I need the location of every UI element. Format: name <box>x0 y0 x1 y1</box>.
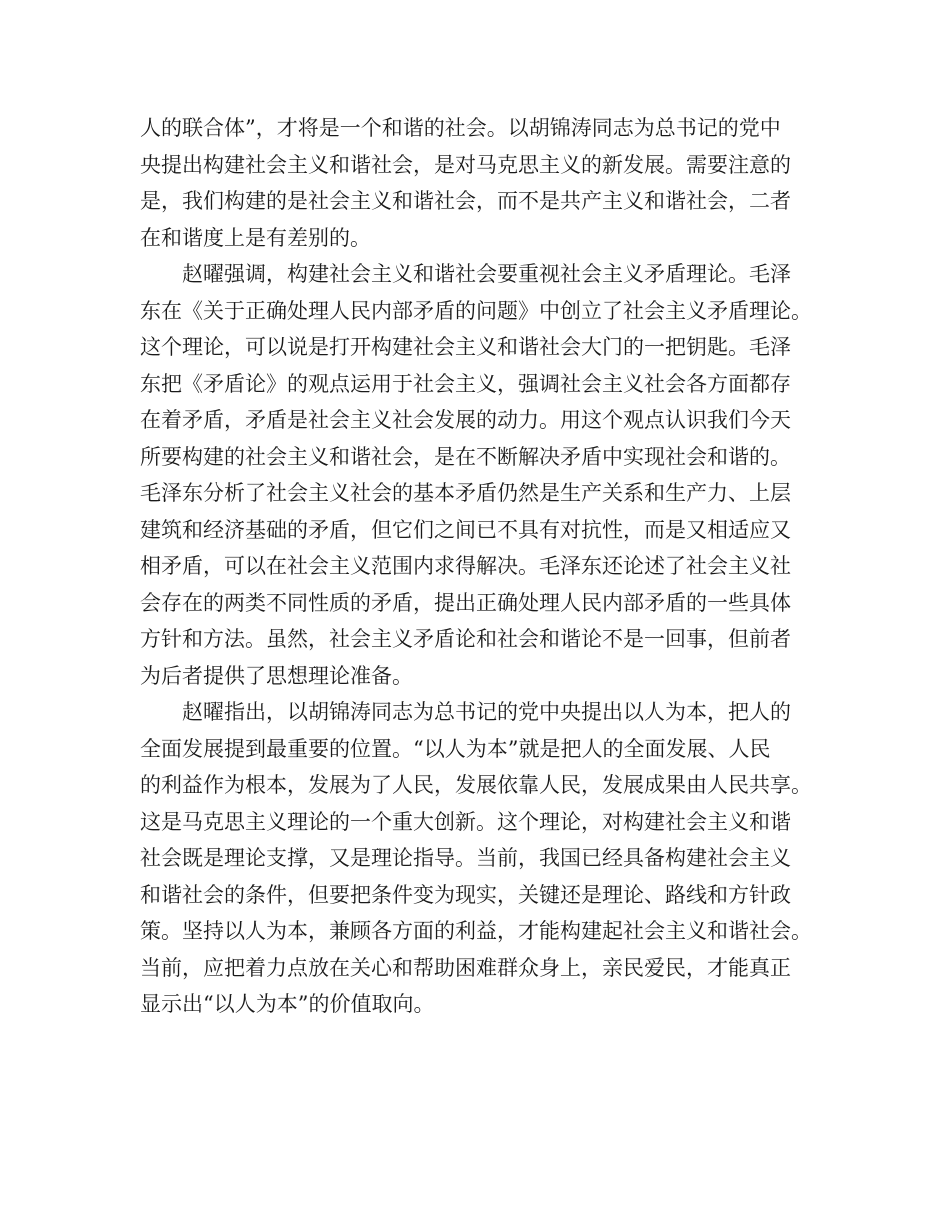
text-line: 和谐社会的条件，但要把条件变为现实，关键还是理论、路线和方针政 <box>140 882 791 907</box>
text-line: 在着矛盾，矛盾是社会主义社会发展的动力。用这个观点认识我们今天 <box>140 408 791 432</box>
text-line: 东在《关于正确处理人民内部矛盾的问题》中创立了社会主义矛盾理论。 <box>140 298 812 323</box>
text-line: 当前，应把着力点放在关心和帮助困难群众身上，亲民爱民，才能真正 <box>140 955 791 980</box>
text-line: 毛泽东分析了社会主义社会的基本矛盾仍然是生产关系和生产力、上层 <box>140 481 791 505</box>
paragraph-start-line: 赵曜指出，以胡锦涛同志为总书记的党中央提出以人为本，把人的 <box>182 700 791 724</box>
text-line: 相矛盾，可以在社会主义范围内求得解决。毛泽东还论述了社会主义社 <box>140 554 791 578</box>
body-text <box>140 110 840 1023</box>
text-line: 为后者提供了思想理论准备。 <box>140 663 413 688</box>
text-line: 人的联合体”，才将是一个和谐的社会。以胡锦涛同志为总书记的党中 <box>140 116 781 140</box>
text-line: 社会既是理论支撑，又是理论指导。当前，我国已经具备构建社会主义 <box>140 846 791 870</box>
text-line: 策。坚持以人为本，兼顾各方面的利益，才能构建起社会主义和谐社会。 <box>140 919 812 943</box>
text-line: 显示出“以人为本”的价值取向。 <box>140 992 435 1016</box>
text-line: 的利益作为根本，发展为了人民，发展依靠人民，发展成果由人民共享。 <box>140 773 812 797</box>
text-line: 这个理论，可以说是打开构建社会主义和谐社会大门的一把钥匙。毛泽 <box>140 335 791 359</box>
text-line: 这是马克思主义理论的一个重大创新。这个理论，对构建社会主义和谐 <box>140 809 791 834</box>
paragraph-start-line: 赵曜强调，构建社会主义和谐社会要重视社会主义矛盾理论。毛泽 <box>182 262 791 286</box>
text-line: 建筑和经济基础的矛盾，但它们之间已不具有对抗性，而是又相适应又 <box>140 517 791 542</box>
text-line: 全面发展提到最重要的位置。“以人为本”就是把人的全面发展、人民 <box>140 736 771 761</box>
text-line: 是，我们构建的是社会主义和谐社会，而不是共产主义和谐社会，二者 <box>140 189 791 213</box>
text-line: 方针和方法。虽然，社会主义矛盾论和社会和谐论不是一回事，但前者 <box>140 627 791 651</box>
text-line: 央提出构建社会主义和谐社会，是对马克思主义的新发展。需要注意的 <box>140 152 791 177</box>
text-line: 东把《矛盾论》的观点运用于社会主义，强调社会主义社会各方面都存 <box>140 371 791 396</box>
text-line: 所要构建的社会主义和谐社会，是在不断解决矛盾中实现社会和谐的。 <box>140 444 791 469</box>
text-line: 在和谐度上是有差别的。 <box>140 225 371 250</box>
text-line: 会存在的两类不同性质的矛盾，提出正确处理人民内部矛盾的一些具体 <box>140 590 791 615</box>
